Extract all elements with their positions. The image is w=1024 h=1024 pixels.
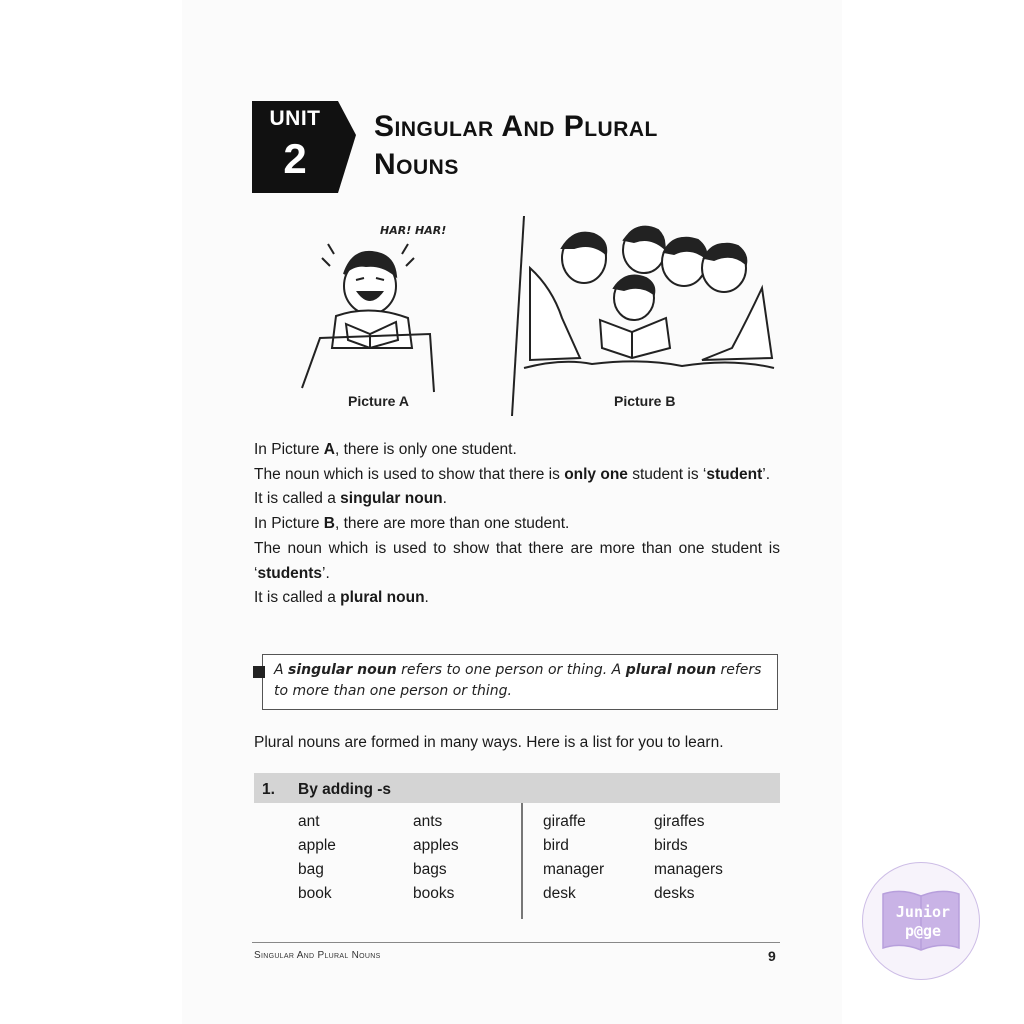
page-number: 9 bbox=[768, 948, 776, 964]
bold-run: plural noun bbox=[340, 589, 425, 607]
paragraph-4 bbox=[254, 512, 780, 537]
section-number: 1. bbox=[262, 781, 275, 798]
logo-text-line-2: p@ge bbox=[904, 922, 942, 940]
paragraph-3 bbox=[254, 487, 780, 512]
bold-run: student bbox=[706, 465, 763, 483]
paragraph-6 bbox=[254, 586, 780, 611]
word-singular: bag bbox=[298, 861, 324, 878]
text-run: In Picture bbox=[254, 515, 324, 533]
unit-label: UNIT bbox=[269, 107, 321, 130]
text-run: , there is only one student. bbox=[334, 441, 517, 458]
bold-run: A bbox=[323, 441, 335, 458]
unit-number: 2 bbox=[283, 135, 307, 182]
bold-run: plural noun bbox=[625, 662, 717, 678]
word-singular: book bbox=[298, 885, 332, 902]
bold-run: only one bbox=[564, 465, 628, 483]
text-run: ’. bbox=[762, 465, 771, 483]
word-singular: giraffe bbox=[543, 813, 586, 830]
bullet-square-icon bbox=[253, 666, 265, 678]
text-run: student is ‘ bbox=[627, 465, 707, 483]
bold-run: singular noun bbox=[288, 662, 397, 678]
unit-badge bbox=[252, 101, 356, 193]
explanation-text bbox=[254, 438, 780, 611]
picture-a-caption: Picture A bbox=[348, 393, 409, 409]
bold-run: singular noun bbox=[340, 490, 443, 508]
word-plural: ants bbox=[413, 813, 443, 830]
bold-run: students bbox=[257, 564, 323, 582]
definition-text bbox=[274, 660, 772, 702]
text-run: It is called a bbox=[254, 490, 341, 508]
logo-text-line-1: Junior bbox=[895, 903, 951, 921]
footer-title: Singular And Plural Nouns bbox=[254, 950, 381, 961]
word-plural: desks bbox=[654, 885, 695, 902]
word-plural: managers bbox=[654, 861, 723, 878]
word-singular: ant bbox=[298, 813, 320, 830]
cartoon-illustration bbox=[262, 208, 782, 418]
text-run: ’. bbox=[322, 564, 330, 582]
paragraph-2 bbox=[254, 463, 780, 488]
laugh-text: HAR! HAR! bbox=[380, 224, 447, 237]
picture-b-drawing bbox=[524, 227, 774, 368]
picture-a-drawing bbox=[302, 224, 446, 392]
word-plural: bags bbox=[413, 861, 447, 878]
text-run: refers to one person or thing. A bbox=[396, 662, 626, 678]
text-run: . bbox=[442, 490, 447, 508]
word-singular: apple bbox=[298, 837, 336, 854]
word-singular: desk bbox=[543, 885, 576, 902]
word-plural: birds bbox=[654, 837, 688, 854]
text-run: , there are more than one student. bbox=[334, 515, 570, 533]
text-run: . bbox=[424, 589, 429, 607]
page-title bbox=[374, 108, 794, 184]
title-line-2: Nouns bbox=[374, 148, 459, 181]
section-title: By adding -s bbox=[298, 781, 392, 798]
paragraph-1 bbox=[254, 438, 780, 463]
title-line-1: Singular And Plural bbox=[374, 110, 658, 143]
picture-divider bbox=[512, 216, 524, 416]
word-plural: giraffes bbox=[654, 813, 705, 830]
paragraph-5 bbox=[254, 537, 780, 586]
word-plural: books bbox=[413, 885, 455, 902]
text-run: refers to more than one person or thing. bbox=[274, 662, 762, 699]
word-plural: apples bbox=[413, 837, 459, 854]
bold-run: B bbox=[323, 515, 335, 533]
text-run: The noun which is used to show that there is bbox=[254, 465, 565, 483]
column-divider bbox=[521, 803, 523, 919]
footer-divider bbox=[252, 942, 780, 943]
word-singular: manager bbox=[543, 861, 605, 878]
picture-b-caption: Picture B bbox=[614, 393, 676, 409]
text-run: In Picture bbox=[254, 441, 324, 458]
list-intro: Plural nouns are formed in many ways. Here is a list for you to learn. bbox=[254, 734, 724, 751]
text-run: The noun which is used to show that there are more than one student is ‘ bbox=[254, 539, 780, 582]
text-run: A bbox=[274, 662, 289, 678]
text-run: It is called a bbox=[254, 589, 341, 607]
word-singular: bird bbox=[543, 837, 569, 854]
